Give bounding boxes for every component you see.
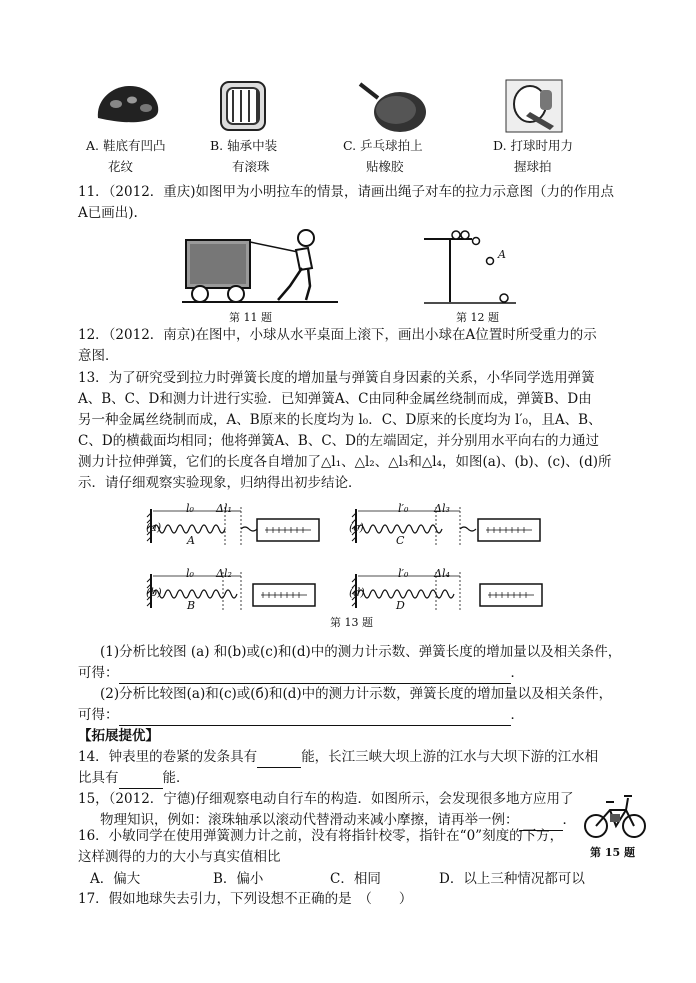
q13-line1: 13．为了研究受到拉力时弹簧长度的增加量与弹簧自身因素的关系，小华同学选用弹簧	[78, 370, 595, 386]
grip-image	[500, 76, 568, 136]
q16-option-c: C．相同	[330, 871, 381, 887]
fig12-caption: 第 12 题	[456, 311, 499, 324]
electric-bike-image	[582, 784, 648, 840]
panel-c-length: l′₀	[398, 502, 409, 515]
panel-c-tag: (c)	[349, 521, 364, 534]
q16-option-a: A．偏大	[90, 871, 141, 887]
q13-2-answer-blank	[119, 705, 511, 726]
panel-b-spring: B	[187, 599, 196, 612]
q13-1-line1: (1)分析比较图 (a) 和(b)或(c)和(d)中的测力计示数、弹簧长度的增加量以及相关条件，	[100, 644, 622, 660]
q13-line5: 测力计拉伸弹簧，它们的长度各自增加了△l₁、△l₂、△l₃和△l₄，如图(a)、(b)、(c)、(d)所	[78, 454, 612, 470]
fig15-caption: 第 15 题	[590, 846, 635, 859]
panel-a-tag: (a)	[146, 521, 162, 534]
panel-a-spring: A	[187, 534, 195, 547]
fig12-point-label: A	[498, 248, 506, 261]
q13-1-answer-blank	[119, 663, 511, 684]
q16-option-d: D．以上三种情况都可以	[439, 871, 585, 887]
q14-blank-2	[119, 768, 163, 789]
q17-text: 17．假如地球失去引力，下列设想不正确的是 （ ）	[78, 891, 413, 907]
panel-d-delta: Δl₄	[434, 567, 450, 580]
option-d-line2: 握球拍	[514, 159, 552, 174]
q16-line1: 16．小敏同学在使用弹簧测力计之前，没有将指针校零，指针在“0”刻度的下方，	[78, 828, 564, 844]
q13-line3: 另一种金属丝绕制而成，A、B原来的长度均为 l₀．C、D原来的长度均为 l′₀，且A、B、	[78, 412, 602, 428]
panel-c-spring: C	[396, 534, 405, 547]
panel-a-length: l₀	[186, 502, 194, 515]
shoe-sole-image	[92, 78, 164, 130]
q13-line6: 示．请仔细观察实验现象，归纳得出初步结论．	[78, 475, 362, 491]
q14-line1: 14．钟表里的卷紧的发条具有 能，长江三峡大坝上游的江水与大坝下游的江水相	[78, 747, 598, 768]
q14-line2: 比具有 能．	[78, 768, 190, 789]
q14-blank-1	[257, 747, 301, 768]
option-c-line1: C. 乒乓球拍上	[343, 138, 423, 153]
q13-line2: A、B、C、D和测力计进行实验．已知弹簧A、C由同种金属丝绕制而成，弹簧B、D由	[78, 391, 592, 407]
option-c-line2: 贴橡胶	[366, 159, 404, 174]
q12-line2: 意图．	[78, 348, 119, 364]
spring-figure-d	[350, 570, 550, 612]
spring-figure-b	[145, 570, 325, 612]
cart-pull-figure	[180, 228, 340, 306]
panel-d-length: l′₀	[398, 567, 409, 580]
panel-b-length: l₀	[186, 567, 194, 580]
panel-d-spring: D	[396, 599, 405, 612]
q16-option-b: B．偏小	[213, 871, 264, 887]
panel-b-delta: Δl₂	[216, 567, 232, 580]
q15-line1: 15，（2012．宁德)仔细观察电动自行车的构造．如图所示，会发现很多地方应用了	[78, 791, 574, 807]
spring-figure-c	[350, 505, 550, 547]
option-a-line1: A. 鞋底有凹凸	[86, 138, 166, 153]
q15-line2: 物理知识，例如：滚珠轴承以滚动代替滑动来减小摩擦，请再举一例： ．	[100, 810, 576, 831]
ball-table-figure	[420, 228, 520, 308]
fig11-caption: 第 11 题	[229, 311, 272, 324]
bearing-image	[215, 78, 273, 134]
paddle-image	[356, 80, 428, 136]
q12-line1: 12．（2012．南京)在图中，小球从水平桌面上滚下，画出小球在A位置时所受重力的示	[78, 327, 597, 343]
panel-b-tag: (b)	[146, 586, 162, 599]
q13-1-line2: 可得： ．	[78, 663, 524, 684]
option-d-line1: D. 打球时用力	[493, 138, 574, 153]
q13-2-line2: 可得： ．	[78, 705, 524, 726]
section-title: 【拓展提优】	[78, 728, 159, 744]
option-a-line2: 花纹	[108, 159, 134, 174]
panel-d-tag: (d)	[349, 586, 365, 599]
panel-c-delta: Δl₃	[434, 502, 450, 515]
spring-figure-a	[145, 505, 325, 547]
option-b-line2: 有滚珠	[232, 159, 270, 174]
q16-line2: 这样测得的力的大小与真实值相比	[78, 849, 281, 865]
panel-a-delta: Δl₁	[216, 502, 232, 515]
q11-line2: A已画出).	[78, 205, 138, 221]
option-b-line1: B. 轴承中装	[210, 138, 278, 153]
fig13-caption: 第 13 题	[330, 616, 373, 629]
q13-2-line1: (2)分析比较图(a)和(c)或(б)和(d)中的测力计示数，弹簧长度的增加量以及相关条件，	[100, 686, 613, 702]
q13-line4: C、D的横截面均相同；他将弹簧A、B、C、D的左端固定，并分别用水平向右的力通过	[78, 433, 599, 449]
q11-line1: 11．（2012．重庆)如图甲为小明拉车的情景，请画出绳子对车的拉力示意图（力的作用点	[78, 184, 615, 200]
